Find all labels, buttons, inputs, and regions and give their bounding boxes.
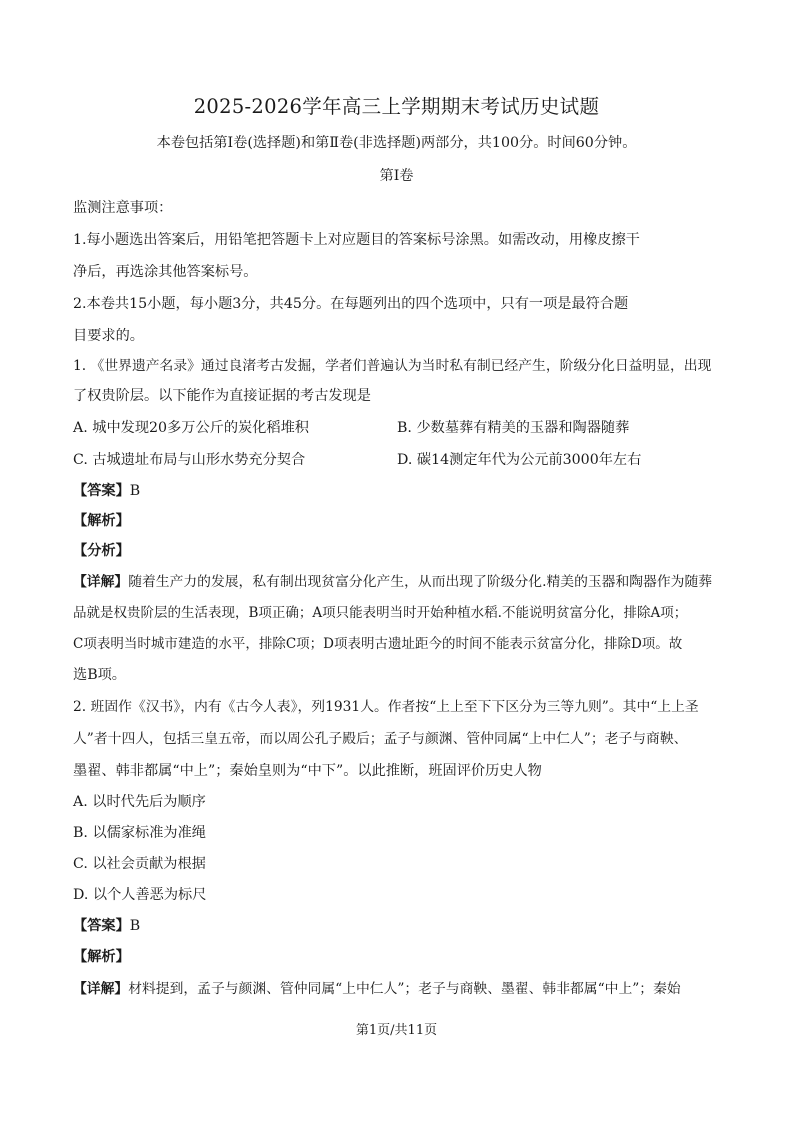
detail-text: 材料提到，孟子与颜渊、管仲同属“上中仁人”；老子与商鞅、墨翟、韩非都属“中上”；秦始 — [128, 981, 681, 997]
answer-value: B — [129, 918, 141, 934]
q2-detail-line-1 — [73, 979, 681, 999]
q1-option-c: C. 古城遗址布局与山形水势充分契合 — [73, 452, 306, 468]
q2-option-d: D. 以个人善恶为标尺 — [73, 887, 207, 903]
page-number: 第1页/共11页 — [355, 1023, 438, 1038]
detail-tag: 【详解】 — [73, 981, 129, 997]
q1-option-a: A. 城中发现20多万公斤的炭化稻堆积 — [73, 420, 309, 436]
q2-option-c: C. 以社会贡献为根据 — [73, 856, 206, 872]
q1-option-b: B. 少数墓葬有精美的玉器和陶器随葬 — [397, 420, 630, 436]
notice-item-1-line-1: 1.每小题选出答案后，用铅笔把答题卡上对应题目的答案标号涂黑。如需改动，用橡皮擦干 — [73, 232, 640, 248]
q2-stem-line-3: 墨翟、韩非都属“中上”；秦始皇则为“中下”。以此推断，班固评价历史人物 — [73, 763, 542, 779]
detail-text: 随着生产力的发展，私有制出现贫富分化产生，从而出现了阶级分化.精美的玉器和陶器作为随葬 — [128, 574, 713, 590]
notice-item-2-line-1: 2.本卷共15小题，每小题3分，共45分。在每题列出的四个选项中，只有一项是最符合题 — [73, 296, 629, 312]
q2-option-a: A. 以时代先后为顺序 — [73, 794, 206, 810]
q2-option-b: B. 以儒家标准为准绳 — [73, 825, 206, 841]
q1-stem-line-1: 1. 《世界遗产名录》通过良渚考古发掘，学者们普遍认为当时私有制已经产生，阶级分化日益明显，出现 — [73, 358, 712, 374]
exam-instructions: 本卷包括第Ⅰ卷(选择题)和第Ⅱ卷(非选择题)两部分，共100分。时间60分钟。 — [156, 135, 637, 151]
notice-heading: 监测注意事项： — [73, 200, 173, 216]
q2-answer — [73, 916, 140, 936]
analysis-tag: 【解析】 — [73, 949, 130, 965]
answer-tag: 【答案】 — [73, 918, 130, 934]
detail-tag: 【详解】 — [73, 574, 129, 590]
answer-tag: 【答案】 — [73, 483, 130, 499]
q1-fenxi-tag — [73, 541, 130, 561]
q1-stem-line-2: 了权贵阶层。以下能作为直接证据的考古发现是 — [73, 388, 371, 404]
q1-option-d: D. 碳14测定年代为公元前3000年左右 — [397, 452, 642, 468]
analysis-tag: 【解析】 — [73, 513, 130, 529]
q1-answer — [73, 481, 140, 501]
q1-detail-line-1 — [73, 572, 712, 592]
q2-stem-line-1: 2. 班固作《汉书》，内有《古今人表》，列1931人。作者按“上上至下下区分为三等九则”。其中“上上圣 — [73, 699, 699, 715]
q1-detail-line-3: C项表明当时城市建造的水平，排除C项；D项表明古遗址距今的时间不能表示贫富分化，排除D项。故 — [73, 636, 683, 652]
notice-item-2-line-2: 目要求的。 — [73, 328, 144, 344]
answer-value: B — [129, 483, 141, 499]
notice-item-1-line-2: 净后，再选涂其他答案标号。 — [73, 264, 258, 280]
q1-analysis-tag — [73, 511, 130, 531]
q1-detail-line-2: 品就是权贵阶层的生活表现，B项正确；A项只能表明当时开始种植水稻.不能说明贫富分化，排除A项； — [73, 605, 688, 621]
q2-stem-line-2: 人”者十四人，包括三皇五帝，而以周公孔子殿后；孟子与颜渊、管仲同属“上中仁人”；老子与商鞅、 — [73, 731, 688, 747]
q1-detail-line-4: 选B项。 — [73, 667, 126, 683]
section-heading: 第Ⅰ卷 — [379, 168, 414, 184]
q2-analysis-tag — [73, 947, 130, 967]
fenxi-tag: 【分析】 — [73, 543, 130, 559]
page-title: 2025-2026学年高三上学期期末考试历史试题 — [193, 95, 600, 118]
